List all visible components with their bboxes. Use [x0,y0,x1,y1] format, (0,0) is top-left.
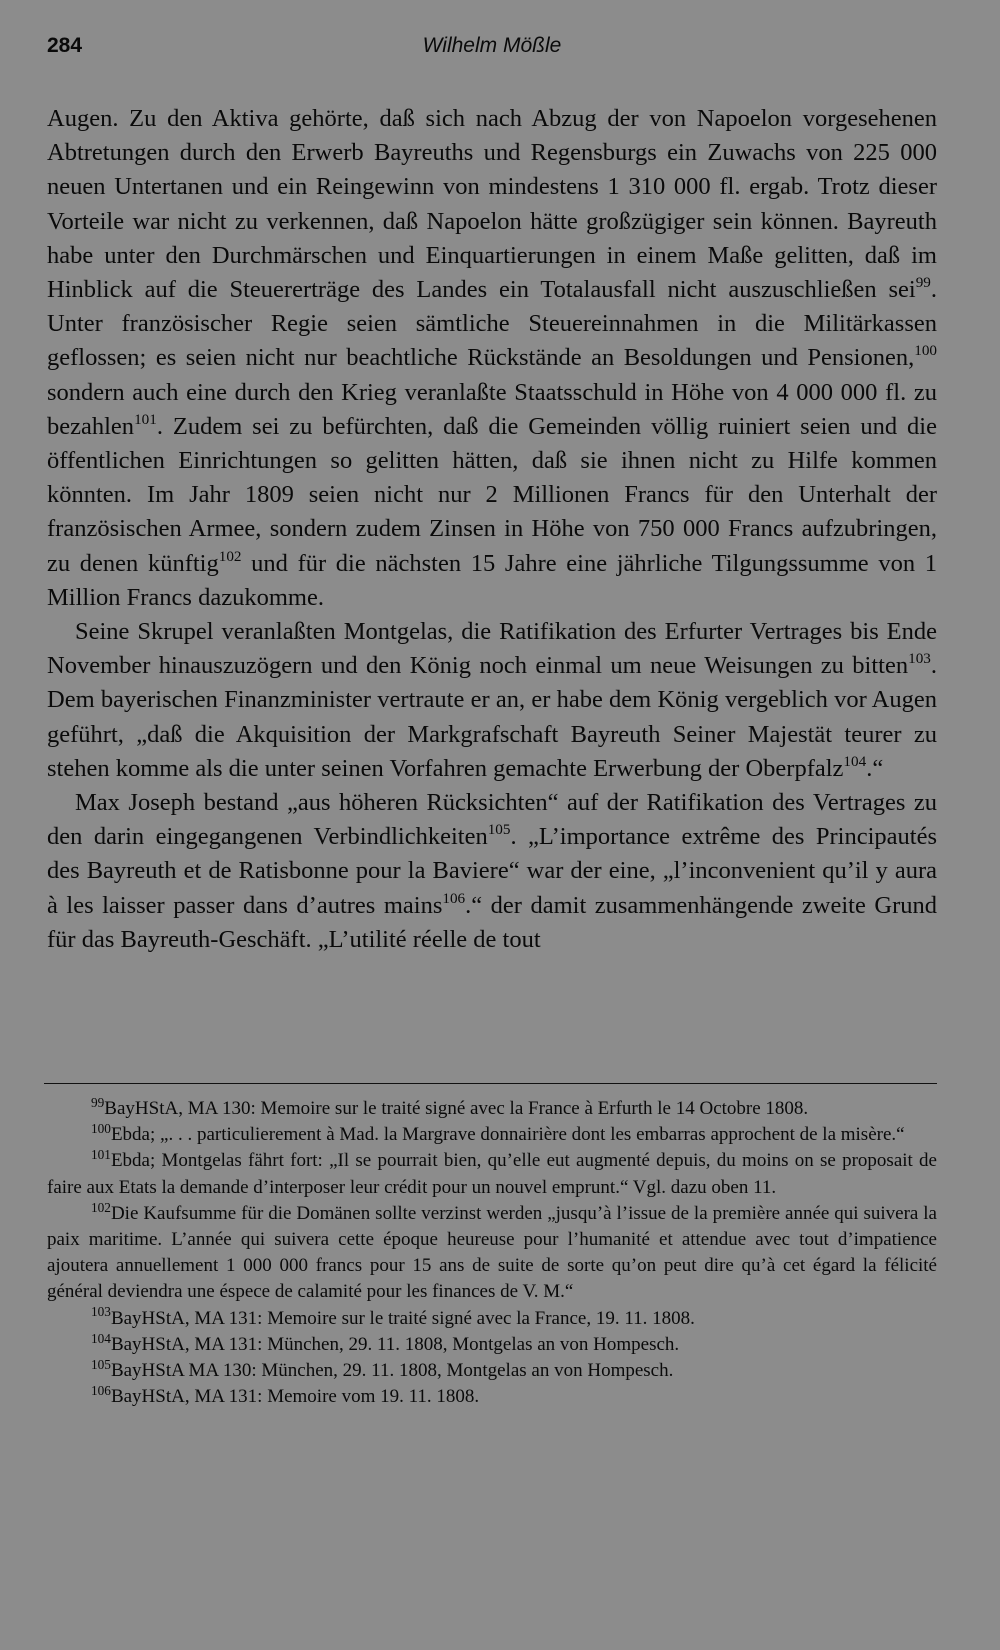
body-paragraph [47,102,937,615]
footnote-text: BayHStA, MA 131: Memoire sur le traité signé avec la France, 19. 11. 1808. [110,1307,695,1329]
footnote-reference: 103 [908,650,931,668]
paragraph-text: Augen. Zu den Aktiva gehörte, daß sich nach Abzug der von Napoelon vorgesehenen Abtretungen durch den Erwerb Bayreuths und Regensburgs ein Zuwachs von 225 000 neuen Untertanen und ein Reingewinn von mindestens 1 310 000 fl. ergab. Trotz dieser Vorteile war nicht zu verkennen, daß Napoelon hätte großzügiger sein können. Bayreuth habe unter den Durchmärschen und Einquartierungen in einem Maße gelitten, daß im Hinblick auf die Steuererträge des Landes ein Totalausfall nicht auszuschließen sei [47,105,937,304]
footnote: 102Die Kaufsumme für die Domänen sollte verzinst werden „jusqu’à l’issue de la première année qui suivera la paix maritime. L’année qui suivera cette époque heureuse pour l’humanité et attendue avec tout d’impatience ajoutera annuellement 1 000 000 francs pour 15 ans de suite de sorte qu’on peut dire qu’à cet égard la félicité général deviendra une éspece de calamité pour les finances de V. M.“ [47,1199,937,1303]
paragraph-text: Seine Skrupel veranlaßten Montgelas, die Ratifikation des Erfurter Vertrages bis Ende November hinauszuzögern und den König noch einmal um neue Weisungen zu bitten [47,618,937,680]
footnotes [47,1096,937,1410]
footnote-text: Die Kaufsumme für die Domänen sollte verzinst werden „jusqu’à l’issue de la première année qui suivera la paix maritime. L’année qui suivera cette époque heureuse pour l’humanité et attendue avec tout d’impatience ajoutera annuellement 1 000 000 francs pour 15 ans de suite de sorte qu’on peut dire qu’à cet égard la félicité général deviendra une éspece de calamité pour les finances de V. M.“ [47,1202,937,1303]
main-text [47,102,937,957]
footnote-text: Ebda; Montgelas fährt fort: „Il se pourrait bien, qu’elle eut augmenté depuis, du moins on se proposait de faire aux Etats la demande d’interposer leur crédit pour un nouvel emprunt.“ Vgl. dazu oben 11. [47,1150,937,1198]
footnote: 99BayHStA, MA 130: Memoire sur le traité signé avec la France à Erfurth le 14 Octobre 1808. [91,1094,809,1119]
paragraph-text: .“ der damit zusammenhängende zweite Grund für das Bayreuth-Geschäft. „L’utilité réelle de tout [47,891,937,953]
paragraph-text: .“ [866,754,884,782]
footnote: 104BayHStA, MA 131: München, 29. 11. 1808, Montgelas an von Hompesch. [91,1330,680,1355]
footnote-reference: 105 [487,821,511,839]
paragraph-text: Max Joseph bestand „aus höheren Rücksichten“ auf der Ratifikation des Vertrages zu den darin eingegangenen Verbindlichkeiten [47,789,937,851]
body-paragraph [47,786,937,957]
paragraph-text: . Zudem sei zu befürchten, daß die Gemeinden völlig ruiniert seien und die öffentlichen Einrichtungen so gelitten hätten, daß sie ihnen nicht zu Hilfe kommen könnten. Im Jahr 1809 seien nicht nur 2 Millionen Francs für den Unterhalt der französischen Armee, sondern zudem Zinsen in Höhe von 750 000 Francs aufzubringen, zu denen künftig [47,412,937,577]
footnote-text: BayHStA, MA 131: München, 29. 11. 1808, Montgelas an von Hompesch. [110,1333,680,1355]
footnote: 101Ebda; Montgelas fährt fort: „Il se pourrait bien, qu’elle eut augmenté depuis, du moins on se proposait de faire aux Etats la demande d’interposer leur crédit pour un nouvel emprunt.“ Vgl. dazu oben 11. [47,1147,937,1198]
page-number: 284 [47,34,83,57]
footnote-text: Ebda; „. . . particulierement à Mad. la Margrave donnairière dont les embarras approchent de la misère.“ [110,1124,905,1146]
footnote-reference: 104 [843,753,867,770]
footnote-reference: 101 [134,410,157,428]
paragraph-text: . „L’importance extrême des Principautés des Bayreuth et de Ratisbonne pour la Baviere“ war der eine, „l’inconvenient qu’il y aura à les laisser passer dans d’autres mains [47,823,937,919]
paragraph-text: . Unter französischer Regie seien sämtliche Steuereinnahmen in die Militärkassen geflossen; es seien nicht nur beachtliche Rückstände an Besoldungen und Pensionen, [47,276,937,372]
footnote-reference: 100 [914,342,937,360]
paragraph-text: sondern auch eine durch den Krieg veranlaßte Staatsschuld in Höhe von 4 000 000 fl. zu bezahlen [47,378,937,440]
footnote-text: BayHStA, MA 130: Memoire sur le traité signé avec la France à Erfurth le 14 Octobre 1808. [104,1098,809,1119]
footnote-reference: 106 [442,889,466,907]
footnote: 103BayHStA, MA 131: Memoire sur le traité signé avec la France, 19. 11. 1808. [91,1304,695,1329]
page-header [47,34,937,64]
paragraph-text: und für die nächsten 15 Jahre eine jährliche Tilgungssumme von 1 Million Francs dazukomme. [47,549,937,611]
footnote-separator [44,1083,937,1084]
running-head: Wilhelm Mößle [422,34,562,57]
footnote-text: BayHStA MA 130: München, 29. 11. 1808, Montgelas an von Hompesch. [110,1360,674,1382]
paragraph-text: . Dem bayerischen Finanzminister vertraute er an, er habe dem König vergeblich vor Augen geführt, „daß die Akquisition der Markgrafschaft Bayreuth Seiner Majestät teurer zu stehen komme als die unter seinen Vorfahren gemachte Erwerbung der Oberpfalz [47,652,937,782]
footnote-text: BayHStA, MA 131: Memoire vom 19. 11. 1808. [110,1386,480,1408]
footnote: 105BayHStA MA 130: München, 29. 11. 1808, Montgelas an von Hompesch. [91,1356,674,1382]
footnote: 100Ebda; „. . . particulierement à Mad. la Margrave donnairière dont les embarras approchent de la misère.“ [91,1120,905,1146]
footnote-reference: 99 [915,274,931,292]
footnote-reference: 102 [218,547,242,565]
body-paragraph [47,615,937,786]
footnote: 106BayHStA, MA 131: Memoire vom 19. 11. 1808. [91,1382,480,1408]
